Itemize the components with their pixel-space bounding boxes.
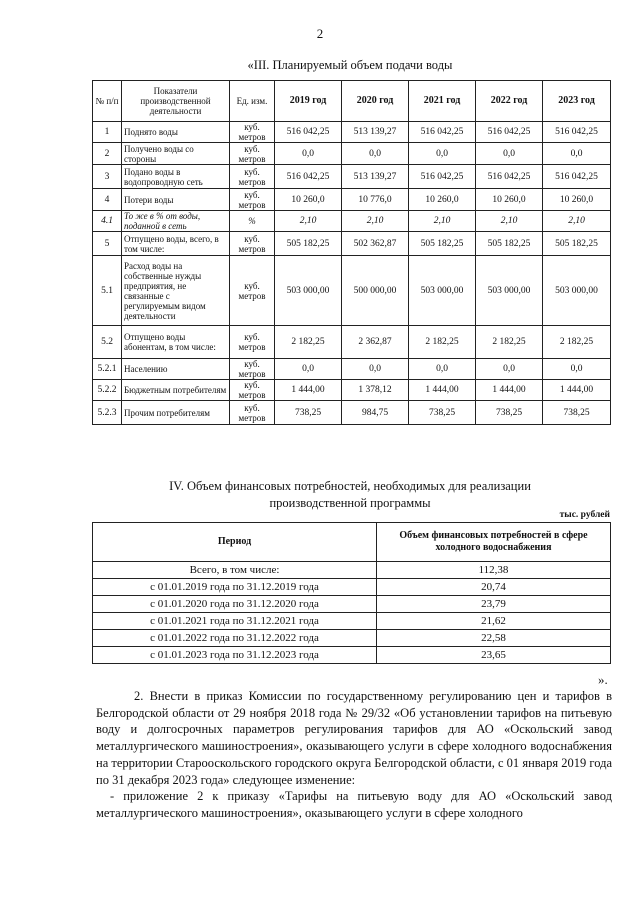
row-unit: куб. метров	[230, 380, 275, 401]
row-value: 0,0	[342, 359, 409, 380]
row-label: Подано воды в водопроводную сеть	[122, 165, 230, 189]
row-value: 0,0	[543, 143, 611, 165]
row-value: 738,25	[476, 401, 543, 425]
section4-title-line1: IV. Объем финансовых потребностей, необходимых для реализации	[169, 479, 531, 493]
row-value: 503 000,00	[476, 256, 543, 326]
row-value: 505 182,25	[543, 232, 611, 256]
table-row	[93, 562, 611, 579]
table-row	[93, 579, 611, 596]
row-value: 2 182,25	[409, 326, 476, 359]
row-value: 516 042,25	[476, 122, 543, 143]
row-value: 516 042,25	[275, 165, 342, 189]
row-number: 2	[93, 143, 122, 165]
row-value: 516 042,25	[543, 122, 611, 143]
period-cell: с 01.01.2023 года по 31.12.2023 года	[93, 647, 377, 664]
row-value: 516 042,25	[275, 122, 342, 143]
row-unit: куб. метров	[230, 143, 275, 165]
header-year: 2023 год	[543, 81, 611, 122]
financial-needs-table	[92, 522, 611, 664]
row-number: 4.1	[93, 211, 122, 232]
row-unit: куб. метров	[230, 232, 275, 256]
table-row	[93, 326, 611, 359]
row-value: 505 182,25	[275, 232, 342, 256]
header-volume: Объем финансовых потребностей в сфере холодного водоснабжения	[377, 523, 611, 562]
table-row	[93, 256, 611, 326]
table-row	[93, 647, 611, 664]
paragraph-3: - приложение 2 к приказу «Тарифы на питьевую воду для АО «Оскольский завод металлургического машиностроения», оказывающего услуги в сфере холодного	[96, 789, 612, 820]
row-value: 738,25	[275, 401, 342, 425]
row-value: 738,25	[409, 401, 476, 425]
row-number: 3	[93, 165, 122, 189]
row-number: 1	[93, 122, 122, 143]
table-header-row	[93, 523, 611, 562]
row-number: 5.2.2	[93, 380, 122, 401]
row-value: 2,10	[476, 211, 543, 232]
header-year: 2022 год	[476, 81, 543, 122]
header-period: Период	[93, 523, 377, 562]
row-unit: куб. метров	[230, 256, 275, 326]
row-value: 0,0	[476, 143, 543, 165]
water-supply-table	[92, 80, 611, 425]
table-row	[93, 165, 611, 189]
row-label: Отпущено воды, всего, в том числе:	[122, 232, 230, 256]
table-row	[93, 401, 611, 425]
volume-cell: 20,74	[377, 579, 611, 596]
row-value: 2,10	[543, 211, 611, 232]
table-row	[93, 143, 611, 165]
row-value: 0,0	[543, 359, 611, 380]
paragraph-2: 2. Внести в приказ Комиссии по государственному регулированию цен и тарифов в Белгородской области от 29 ноября 2018 года № 29/32 «Об установлении тарифов на питьевую воду и долгосрочных параметров регулирования тарифов для АО «Оскольский завод металлургического машиностроения», оказывающего услуги в сфере холодного водоснабжения на территории Старооскольского городского округа Белгородской области, с 01 января 2019 года по 31 декабря 2023 года» следующее изменение:	[96, 689, 612, 787]
section3-title: «III. Планируемый объем подачи воды	[247, 58, 453, 72]
row-label: То же в % от воды, поданной в сеть	[122, 211, 230, 232]
row-value: 505 182,25	[409, 232, 476, 256]
volume-cell: 22,58	[377, 630, 611, 647]
table-row	[93, 189, 611, 211]
row-value: 516 042,25	[476, 165, 543, 189]
row-label: Прочим потребителям	[122, 401, 230, 425]
row-label: Расход воды на собственные нужды предприятия, не связанные с регулируемым видом деятельности	[122, 256, 230, 326]
row-value: 516 042,25	[409, 165, 476, 189]
row-value: 503 000,00	[409, 256, 476, 326]
volume-cell: 21,62	[377, 613, 611, 630]
row-value: 516 042,25	[409, 122, 476, 143]
row-value: 2,10	[409, 211, 476, 232]
row-value: 1 378,12	[342, 380, 409, 401]
table-row	[93, 380, 611, 401]
row-value: 513 139,27	[342, 122, 409, 143]
row-label: Получено воды со стороны	[122, 143, 230, 165]
row-value: 503 000,00	[543, 256, 611, 326]
volume-cell: 112,38	[377, 562, 611, 579]
row-unit: куб. метров	[230, 189, 275, 211]
row-number: 5	[93, 232, 122, 256]
row-label: Потери воды	[122, 189, 230, 211]
row-value: 10 260,0	[275, 189, 342, 211]
row-value: 1 444,00	[476, 380, 543, 401]
row-value: 2 182,25	[476, 326, 543, 359]
row-value: 2 362,87	[342, 326, 409, 359]
row-value: 738,25	[543, 401, 611, 425]
closing-quote: ».	[598, 672, 608, 687]
row-value: 0,0	[409, 143, 476, 165]
row-number: 5.2.3	[93, 401, 122, 425]
section4-title-line2: производственной программы	[269, 496, 431, 510]
row-label: Бюджетным потребителям	[122, 380, 230, 401]
period-cell: с 01.01.2022 года по 31.12.2022 года	[93, 630, 377, 647]
row-value: 2 182,25	[543, 326, 611, 359]
header-indicator: Показатели производственной деятельности	[122, 81, 230, 122]
volume-cell: 23,79	[377, 596, 611, 613]
table-row	[93, 630, 611, 647]
table-row	[93, 232, 611, 256]
row-value: 984,75	[342, 401, 409, 425]
row-unit: куб. метров	[230, 165, 275, 189]
row-value: 1 444,00	[543, 380, 611, 401]
row-value: 0,0	[409, 359, 476, 380]
header-no: № п/п	[93, 81, 122, 122]
section4-title	[110, 478, 590, 512]
units-label: тыс. рублей	[559, 510, 610, 520]
row-label: Населению	[122, 359, 230, 380]
row-value: 0,0	[342, 143, 409, 165]
volume-cell: 23,65	[377, 647, 611, 664]
row-value: 503 000,00	[275, 256, 342, 326]
row-value: 0,0	[476, 359, 543, 380]
row-value: 502 362,87	[342, 232, 409, 256]
period-cell: Всего, в том числе:	[93, 562, 377, 579]
row-value: 505 182,25	[476, 232, 543, 256]
header-year: 2020 год	[342, 81, 409, 122]
row-value: 2,10	[275, 211, 342, 232]
row-unit: куб. метров	[230, 359, 275, 380]
row-number: 4	[93, 189, 122, 211]
row-value: 2 182,25	[275, 326, 342, 359]
row-value: 1 444,00	[275, 380, 342, 401]
row-unit: куб. метров	[230, 401, 275, 425]
page-number: 2	[316, 26, 324, 41]
row-number: 5.1	[93, 256, 122, 326]
row-value: 10 776,0	[342, 189, 409, 211]
period-cell: с 01.01.2020 года по 31.12.2020 года	[93, 596, 377, 613]
row-value: 0,0	[275, 143, 342, 165]
row-value: 10 260,0	[543, 189, 611, 211]
header-year: 2019 год	[275, 81, 342, 122]
row-value: 513 139,27	[342, 165, 409, 189]
row-label: Отпущено воды абонентам, в том числе:	[122, 326, 230, 359]
row-value: 516 042,25	[543, 165, 611, 189]
table-row	[93, 613, 611, 630]
row-value: 10 260,0	[409, 189, 476, 211]
row-value: 1 444,00	[409, 380, 476, 401]
row-number: 5.2	[93, 326, 122, 359]
row-number: 5.2.1	[93, 359, 122, 380]
row-value: 0,0	[275, 359, 342, 380]
header-year: 2021 год	[409, 81, 476, 122]
table-row	[93, 596, 611, 613]
row-unit: куб. метров	[230, 326, 275, 359]
period-cell: с 01.01.2021 года по 31.12.2021 года	[93, 613, 377, 630]
row-unit: %	[230, 211, 275, 232]
row-value: 2,10	[342, 211, 409, 232]
table-row	[93, 122, 611, 143]
table-row	[93, 211, 611, 232]
row-unit: куб. метров	[230, 122, 275, 143]
row-value: 500 000,00	[342, 256, 409, 326]
row-value: 10 260,0	[476, 189, 543, 211]
header-unit: Ед. изм.	[230, 81, 275, 122]
row-label: Поднято воды	[122, 122, 230, 143]
table-header-row	[93, 81, 611, 122]
period-cell: с 01.01.2019 года по 31.12.2019 года	[93, 579, 377, 596]
body-text	[96, 688, 612, 822]
table-row	[93, 359, 611, 380]
